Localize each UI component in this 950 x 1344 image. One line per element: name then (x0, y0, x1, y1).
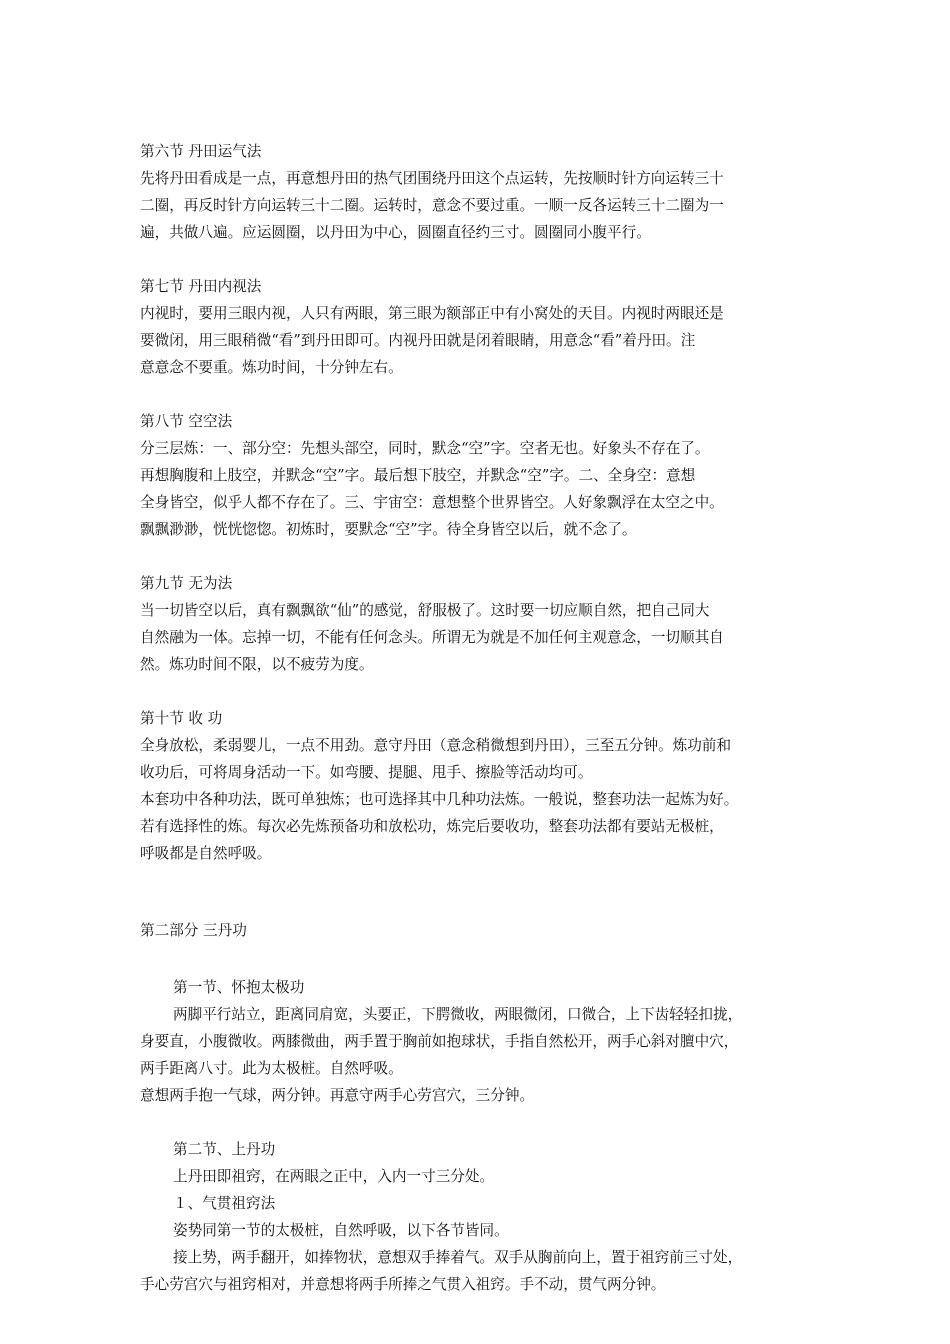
paragraph-line: 呼吸都是自然呼吸。 (140, 845, 272, 862)
paragraph-line: 接上势，两手翻开，如捧物状，意想双手捧着气。双手从胸前向上，置于祖窍前三寸处， (173, 1249, 743, 1266)
section-title: 第七节 丹田内视法 (140, 278, 262, 295)
section-title: 第六节 丹田运气法 (140, 143, 262, 160)
spacer (140, 381, 820, 408)
section-10 (140, 705, 820, 867)
paragraph-line: 遍，共做八遍。应运圆圈，以丹田为中心，圆圈直径约三寸。圆圈同小腹平行。 (140, 224, 651, 241)
paragraph-line: 分三层炼：一、部分空：先想头部空，同时，默念“空”字。空者无也。好象头不存在了。 (140, 440, 710, 457)
paragraph-line: 意意念不要重。炼功时间，十分钟左右。 (140, 359, 403, 376)
section-title: 第九节 无为法 (140, 575, 233, 592)
paragraph-line: 然。炼功时间不限，以不疲劳为度。 (140, 656, 374, 673)
section-8 (140, 408, 820, 543)
paragraph-line: 若有选择性的炼。每次必先炼预备功和放松功，炼完后要收功，整套功法都有要站无极桩， (140, 818, 724, 835)
paragraph-line: 本套功中各种功法，既可单独炼；也可选择其中几种功法炼。一般说，整套功法一起炼为好。 (140, 791, 739, 808)
section-6 (140, 138, 820, 246)
paragraph-line: 收功后，可将周身活动一下。如弯腰、提腿、甩手、擦脸等活动均可。 (140, 764, 593, 781)
paragraph-line: 二圈，再反时针方向运转三十二圈。运转时，意念不要过重。一顺一反各运转三十二圈为一 (140, 197, 724, 214)
paragraph-line: 要微闭，用三眼稍微“看”到丹田即可。内视丹田就是闭着眼睛，用意念“看”着丹田。注 (140, 332, 696, 349)
part2-section-1 (140, 974, 820, 1109)
paragraph-line: 两手距离八寸。此为太极桩。自然呼吸。 (140, 1060, 403, 1077)
document-page (140, 138, 820, 1298)
section-7 (140, 273, 820, 381)
section-9 (140, 570, 820, 678)
section-title: 第二节、上丹功 (173, 1141, 276, 1158)
spacer (140, 867, 820, 917)
paragraph-line: 内视时，要用三眼内视，人只有两眼，第三眼为额部正中有小窝处的天目。内视时两眼还是 (140, 305, 724, 322)
paragraph-line: 姿势同第一节的太极桩，自然呼吸，以下各节皆同。 (173, 1222, 509, 1239)
paragraph-line: 手心劳宫穴与祖窍相对，并意想将两手所捧之气贯入祖窍。手不动，贯气两分钟。 (140, 1276, 666, 1293)
subsection-title: １、气贯祖窍法 (173, 1195, 276, 1212)
paragraph-line: 当一切皆空以后，真有飘飘欲“仙”的感觉，舒服极了。这时要一切应顺自然，把自己同大 (140, 602, 710, 619)
paragraph-line: 两脚平行站立，距离同肩宽，头要正，下腭微收，两眼微闭，口微合，上下齿轻轻扣拢， (173, 1006, 743, 1023)
paragraph-line: 全身皆空，似乎人都不存在了。三、宇宙空：意想整个世界皆空。人好象飘浮在太空之中。 (140, 494, 724, 511)
paragraph-line: 身要直，小腹微收。两膝微曲，两手置于胸前如抱球状，手指自然松开，两手心斜对膻中穴， (140, 1033, 739, 1050)
spacer (140, 678, 820, 705)
spacer (140, 1109, 820, 1136)
section-title: 第一节、怀抱太极功 (173, 979, 305, 996)
spacer (140, 543, 820, 570)
paragraph-line: 自然融为一体。忘掉一切，不能有任何念头。所谓无为就是不加任何主观意念，一切顺其自 (140, 629, 724, 646)
part2-section-2 (140, 1136, 820, 1298)
spacer (140, 944, 820, 974)
paragraph-line: 意想两手抱一气球，两分钟。再意守两手心劳宫穴，三分钟。 (140, 1087, 535, 1104)
spacer (140, 246, 820, 273)
paragraph-line: 先将丹田看成是一点，再意想丹田的热气团围绕丹田这个点运转，先按顺时针方向运转三十 (140, 170, 724, 187)
paragraph-line: 全身放松，柔弱婴儿，一点不用劲。意守丹田（意念稍微想到丹田），三至五分钟。炼功前和 (140, 737, 732, 754)
paragraph-line: 飘飘渺渺，恍恍惚惚。初炼时，要默念“空”字。待全身皆空以后，就不念了。 (140, 521, 637, 538)
paragraph-line: 再想胸腹和上肢空，并默念“空”字。最后想下肢空，并默念“空”字。二、全身空：意想 (140, 467, 696, 484)
paragraph-line: 上丹田即祖窍，在两眼之正中，入内一寸三分处。 (173, 1168, 495, 1185)
section-title: 第八节 空空法 (140, 413, 233, 430)
section-title: 第十节 收 功 (140, 710, 223, 727)
part-title: 第二部分 三丹功 (140, 922, 247, 939)
